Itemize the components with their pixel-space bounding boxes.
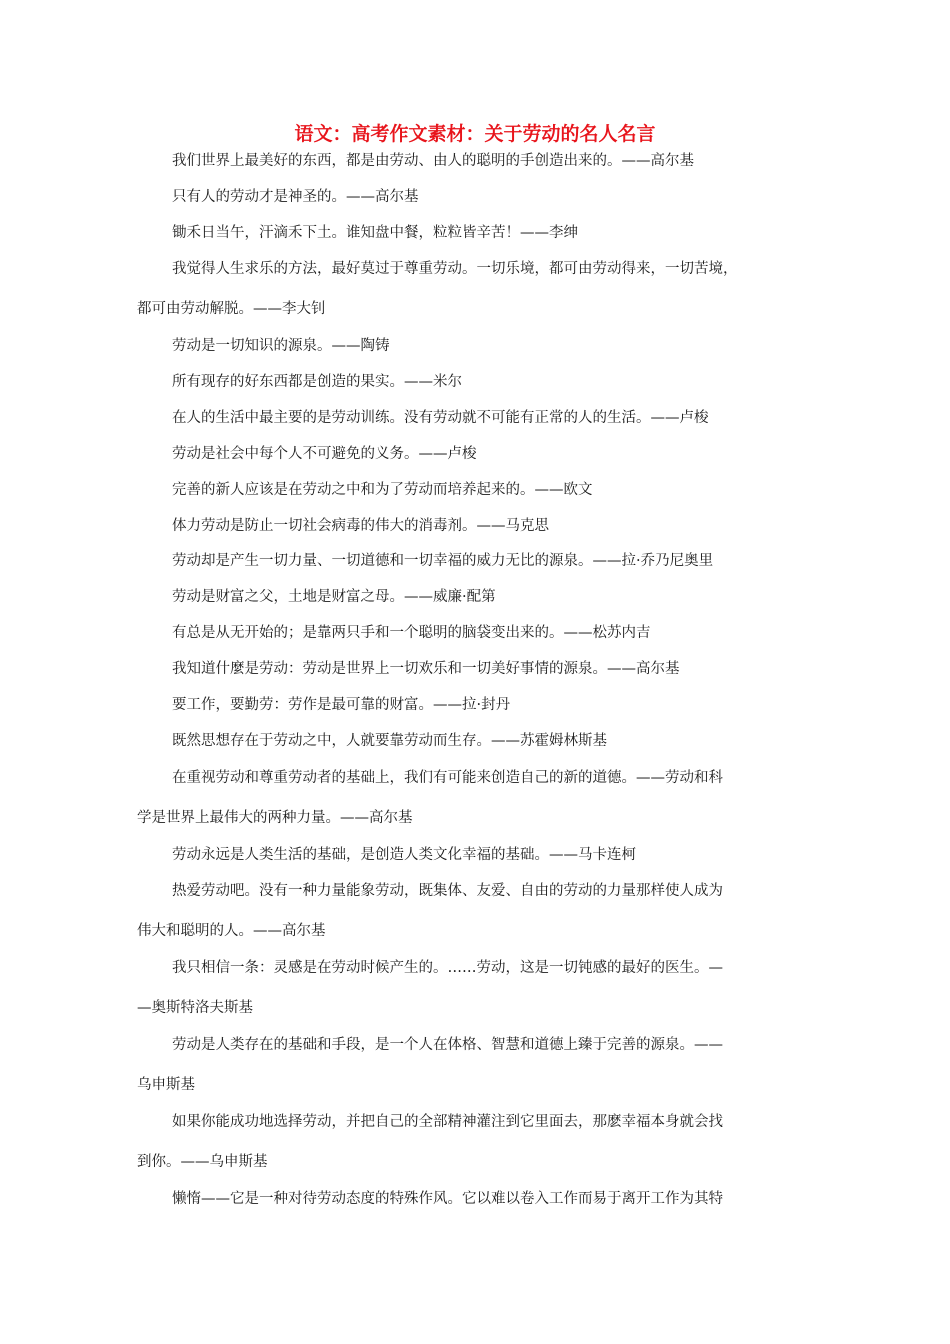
quote-line: 体力劳动是防止一切社会病毒的伟大的消毒剂。——马克思: [172, 518, 549, 534]
quote-line: 如果你能成功地选择劳动，并把自己的全部精神灌注到它里面去，那麽幸福本身就会找: [172, 1114, 723, 1130]
quote-line: 既然思想存在于劳动之中，人就要靠劳动而生存。——苏霍姆林斯基: [172, 733, 607, 749]
quote-line: 有总是从无开始的；是靠两只手和一个聪明的脑袋变出来的。——松苏内吉: [172, 625, 651, 641]
quote-line: 劳动永远是人类生活的基础，是创造人类文化幸福的基础。——马卡连柯: [172, 847, 636, 863]
quote-line: 我们世界上最美好的东西，都是由劳动、由人的聪明的手创造出来的。——高尔基: [172, 153, 694, 169]
quote-line-continuation: 学是世界上最伟大的两种力量。——高尔基: [137, 810, 413, 826]
quote-line: 劳动是人类存在的基础和手段，是一个人在体格、智慧和道德上臻于完善的源泉。——: [172, 1037, 723, 1053]
quote-line-continuation: 伟大和聪明的人。——高尔基: [137, 923, 326, 939]
quote-line: 劳动却是产生一切力量、一切道德和一切幸福的威力无比的源泉。——拉·乔乃尼奥里: [172, 553, 714, 569]
quote-line: 劳动是社会中每个人不可避免的义务。——卢梭: [172, 446, 477, 462]
quote-line: 只有人的劳动才是神圣的。——高尔基: [172, 189, 419, 205]
quote-line: 我只相信一条：灵感是在劳动时候产生的。……劳动，这是一切钝感的最好的医生。—: [172, 960, 723, 976]
quote-line-continuation: 到你。——乌申斯基: [137, 1154, 268, 1170]
quote-line: 懒惰——它是一种对待劳动态度的特殊作风。它以难以卷入工作而易于离开工作为其特: [172, 1191, 723, 1207]
quote-line-continuation: 乌申斯基: [137, 1077, 195, 1093]
quote-line: 完善的新人应该是在劳动之中和为了劳动而培养起来的。——欧文: [172, 482, 593, 498]
quote-line: 劳动是一切知识的源泉。——陶铸: [172, 338, 390, 354]
document-title: 语文：高考作文素材：关于劳动的名人名言: [294, 123, 656, 145]
quote-line-continuation: —奥斯特洛夫斯基: [137, 1000, 253, 1016]
quote-line: 劳动是财富之父，土地是财富之母。——威廉·配第: [172, 589, 496, 605]
quote-line: 要工作，要勤劳：劳作是最可靠的财富。——拉·封丹: [172, 697, 511, 713]
quote-line: 在重视劳动和尊重劳动者的基础上，我们有可能来创造自己的新的道德。——劳动和科: [172, 770, 723, 786]
quote-line: 我觉得人生求乐的方法，最好莫过于尊重劳动。一切乐境，都可由劳动得来，一切苦境，: [172, 261, 738, 277]
quote-line: 锄禾日当午，汗滴禾下土。谁知盘中餐，粒粒皆辛苦！——李绅: [172, 225, 578, 241]
quote-line: 在人的生活中最主要的是劳动训练。没有劳动就不可能有正常的人的生活。——卢梭: [172, 410, 709, 426]
quote-line: 所有现存的好东西都是创造的果实。——米尔: [172, 374, 462, 390]
quote-line: 我知道什麼是劳动：劳动是世界上一切欢乐和一切美好事情的源泉。——高尔基: [172, 661, 680, 677]
quote-line-continuation: 都可由劳动解脱。——李大钊: [137, 301, 326, 317]
quote-line: 热爱劳动吧。没有一种力量能象劳动，既集体、友爱、自由的劳动的力量那样使人成为: [172, 883, 723, 899]
